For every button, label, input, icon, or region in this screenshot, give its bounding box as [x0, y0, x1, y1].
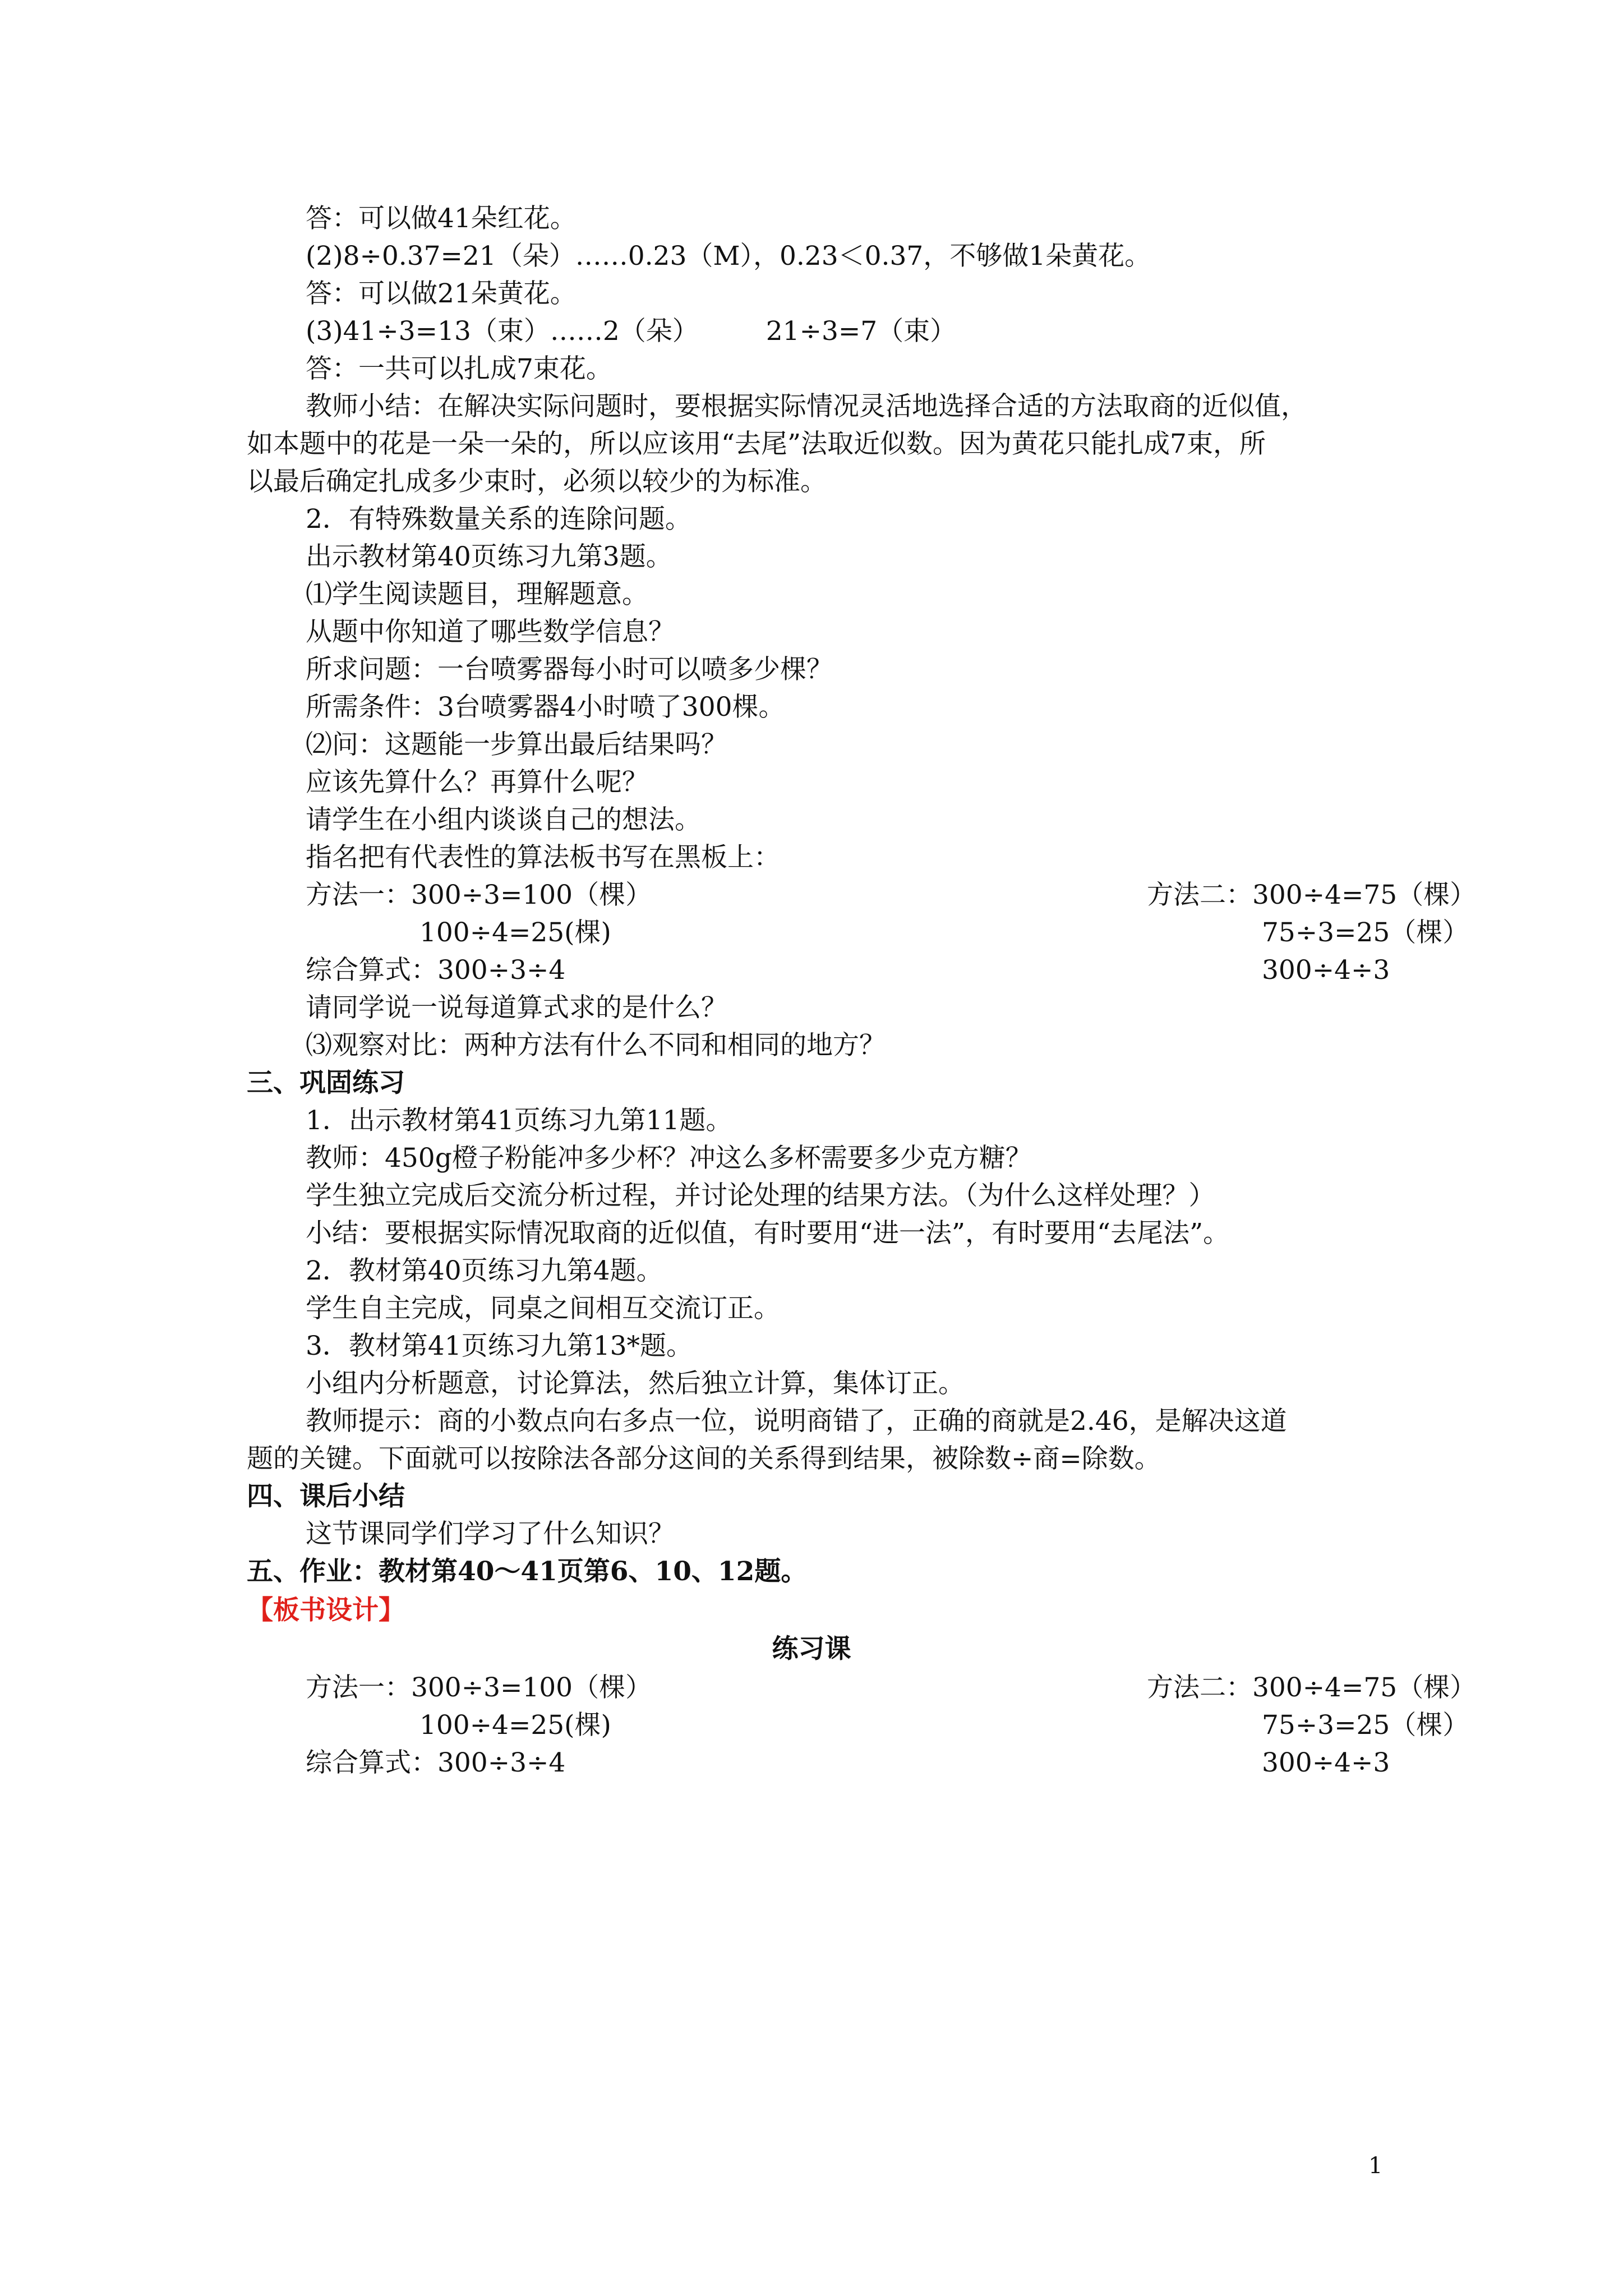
practice-item-3-note: 小组内分析题意，讨论算法，然后独立计算，集体订正。 — [306, 1368, 965, 1399]
board-title: 练习课 — [772, 1634, 851, 1664]
board-combined-two: 300÷4÷3 — [1262, 1747, 1390, 1778]
answer-line-yellow-flowers: 答：可以做21朵黄花。 — [306, 278, 577, 309]
combined-formula-two: 300÷4÷3 — [1262, 955, 1390, 986]
teacher-hint-line-2: 题的关键。下面就可以按除法各部分这间的关系得到结果，被除数÷商=除数。 — [247, 1443, 1161, 1474]
calc-line-2: (2)8÷0.37=21（朵）……0.23（M），0.23＜0.37，不够做1朵黄花。 — [306, 241, 1151, 272]
practice-summary: 小结：要根据实际情况取商的近似值，有时要用“进一法”，有时要用“去尾法”。 — [306, 1218, 1230, 1249]
answer-line-bouquets: 答：一共可以扎成7束花。 — [306, 353, 612, 384]
question-asked: 所求问题：一台喷雾器每小时可以喷多少棵？ — [306, 654, 833, 685]
board-method-two-step-1: 方法二：300÷4=75（棵） — [1147, 1672, 1477, 1703]
explain-formula: 请同学说一说每道算式求的是什么？ — [306, 992, 727, 1023]
practice-item-3: 3．教材第41页练习九第13*题。 — [306, 1331, 693, 1361]
step-1: ⑴学生阅读题目，理解题意。 — [306, 579, 648, 610]
practice-item-2: 2．教材第40页练习九第4题。 — [306, 1255, 663, 1286]
teacher-hint-line-1: 教师提示：商的小数点向右多点一位，说明商错了，正确的商就是2.46，是解决这道 — [306, 1406, 1287, 1437]
board-instruction: 指名把有代表性的算法板书写在黑板上： — [306, 842, 780, 873]
homework-line — [247, 1553, 1402, 1590]
section-item-2: 2．有特殊数量关系的连除问题。 — [306, 504, 691, 535]
heading-summary: 四、课后小结 — [247, 1481, 405, 1512]
homework-text: 五、作业：教材第40～41页第6、10、12题。 — [247, 1556, 808, 1587]
method-one-step-1: 方法一：300÷3=100（棵） — [306, 880, 652, 910]
heading-practice: 三、巩固练习 — [247, 1068, 405, 1098]
teacher-summary-line-2: 如本题中的花是一朵一朵的，所以应该用“去尾”法取近似数。因为黄花只能扎成7束，所 — [247, 429, 1266, 459]
method-two-step-2: 75÷3=25（棵） — [1262, 917, 1469, 948]
group-discussion: 请学生在小组内谈谈自己的想法。 — [306, 804, 701, 835]
question-info: 从题中你知道了哪些数学信息？ — [306, 616, 675, 647]
calc-line-3 — [306, 313, 1461, 350]
step-2: ⑵问：这题能一步算出最后结果吗？ — [306, 729, 727, 760]
calc-line-3-part-b: 21÷3=7（束） — [766, 316, 957, 347]
board-method-one-step-2: 100÷4=25(棵) — [419, 1710, 611, 1741]
practice-student-work: 学生独立完成后交流分析过程，并讨论处理的结果方法。（为什么这样处理？） — [306, 1180, 1215, 1211]
board-combined-one: 综合算式：300÷3÷4 — [306, 1747, 566, 1778]
practice-teacher-question: 教师：450g橙子粉能冲多少杯？冲这么多杯需要多少克方糖？ — [306, 1143, 1032, 1174]
method-two-step-1: 方法二：300÷4=75（棵） — [1147, 880, 1477, 910]
method-one-step-2: 100÷4=25(棵) — [419, 917, 611, 948]
summary-question: 这节课同学们学习了什么知识？ — [306, 1519, 675, 1549]
board-design-heading: 【板书设计】 — [247, 1595, 405, 1626]
board-method-two-step-2: 75÷3=25（棵） — [1262, 1710, 1469, 1741]
question-conditions: 所需条件：3台喷雾器4小时喷了300棵。 — [306, 692, 785, 723]
calc-line-3-part-a: (3)41÷3=13（束）……2（朵） — [306, 316, 699, 347]
page-number: 1 — [1368, 2153, 1383, 2179]
practice-item-1: 1．出示教材第41页练习九第11题。 — [306, 1105, 732, 1136]
teacher-summary-line-1: 教师小结：在解决实际问题时，要根据实际情况灵活地选择合适的方法取商的近似值， — [306, 391, 1307, 422]
board-method-one-step-1: 方法一：300÷3=100（棵） — [306, 1672, 652, 1703]
teacher-summary-line-3: 以最后确定扎成多少束时，必须以较少的为标准。 — [247, 466, 827, 497]
practice-item-2-note: 学生自主完成，同桌之间相互交流订正。 — [306, 1293, 780, 1324]
method-row-3 — [306, 952, 1461, 989]
exercise-reference: 出示教材第40页练习九第3题。 — [306, 541, 672, 572]
board-row-3 — [306, 1745, 1461, 1782]
step-3: ⑶观察对比：两种方法有什么不同和相同的地方？ — [306, 1030, 886, 1061]
method-row-1 — [306, 877, 1477, 914]
combined-formula-one: 综合算式：300÷3÷4 — [306, 955, 566, 986]
step-2-follow-up: 应该先算什么？再算什么呢？ — [306, 767, 648, 798]
answer-line-red-flowers: 答：可以做41朵红花。 — [306, 203, 577, 234]
board-row-1 — [306, 1669, 1477, 1706]
